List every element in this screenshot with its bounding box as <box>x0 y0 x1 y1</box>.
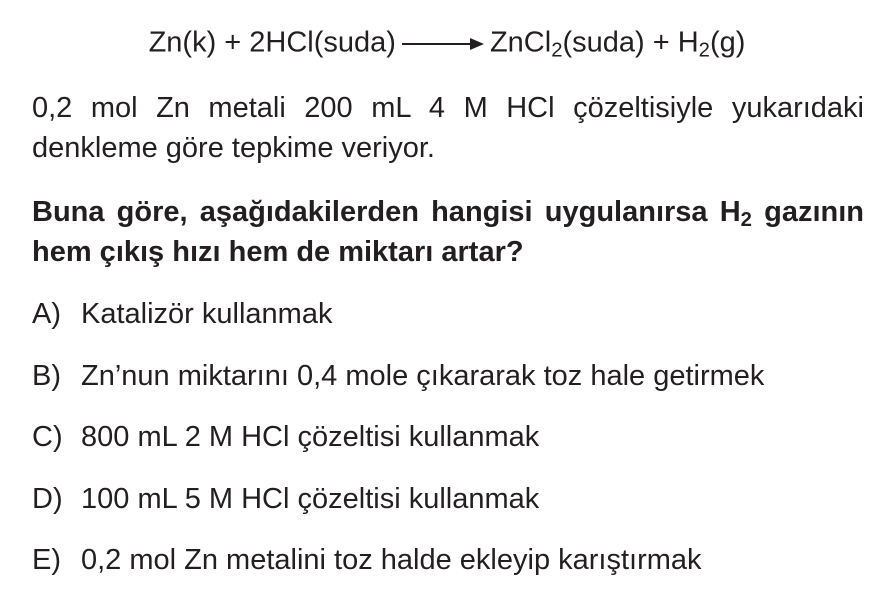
option-letter: D) <box>32 482 63 515</box>
intro-paragraph: 0,2 mol Zn metali 200 mL 4 M HCl çözeltisiyle yukarıdaki denkleme göre tepkime veriyor. <box>32 92 864 164</box>
equation-product-h: (suda) + H <box>562 26 699 59</box>
option-a[interactable] <box>32 294 764 356</box>
option-text: Zn’nun miktarını 0,4 mole çıkararak toz hale getirmek <box>81 359 765 392</box>
equation-reactants: Zn(k) + 2HCl(suda) <box>148 26 396 59</box>
option-c[interactable] <box>32 417 764 479</box>
option-text: 800 mL 2 M HCl çözeltisi kullanmak <box>81 421 540 453</box>
reaction-arrow-icon <box>402 22 484 62</box>
option-b[interactable] <box>32 356 764 418</box>
option-letter: E) <box>32 544 61 576</box>
equation-zncl-subscript: 2 <box>551 39 563 62</box>
option-letter: A) <box>32 298 61 330</box>
option-text: Katalizör kullanmak <box>81 298 333 330</box>
question-stem <box>32 192 864 272</box>
answer-options <box>32 294 764 602</box>
option-letter: C) <box>32 421 63 453</box>
question-subscript: 2 <box>740 209 752 232</box>
equation-product-zncl: ZnCl <box>489 26 552 59</box>
option-letter: B) <box>32 359 61 392</box>
option-text: 0,2 mol Zn metalini toz halde ekleyip karıştırmak <box>81 544 702 576</box>
option-text: 100 mL 5 M HCl çözeltisi kullanmak <box>81 482 540 515</box>
option-e[interactable] <box>32 540 764 602</box>
equation-h-state: (g) <box>709 26 746 59</box>
question-part2: gazının hem çıkış hızı hem de miktarı artar? <box>32 196 864 268</box>
question-part1: Buna göre, aşağıdakilerden hangisi uygulanırsa H <box>32 196 741 228</box>
equation-h-subscript: 2 <box>698 39 710 62</box>
option-d[interactable] <box>32 479 764 541</box>
chemical-equation <box>0 22 894 66</box>
